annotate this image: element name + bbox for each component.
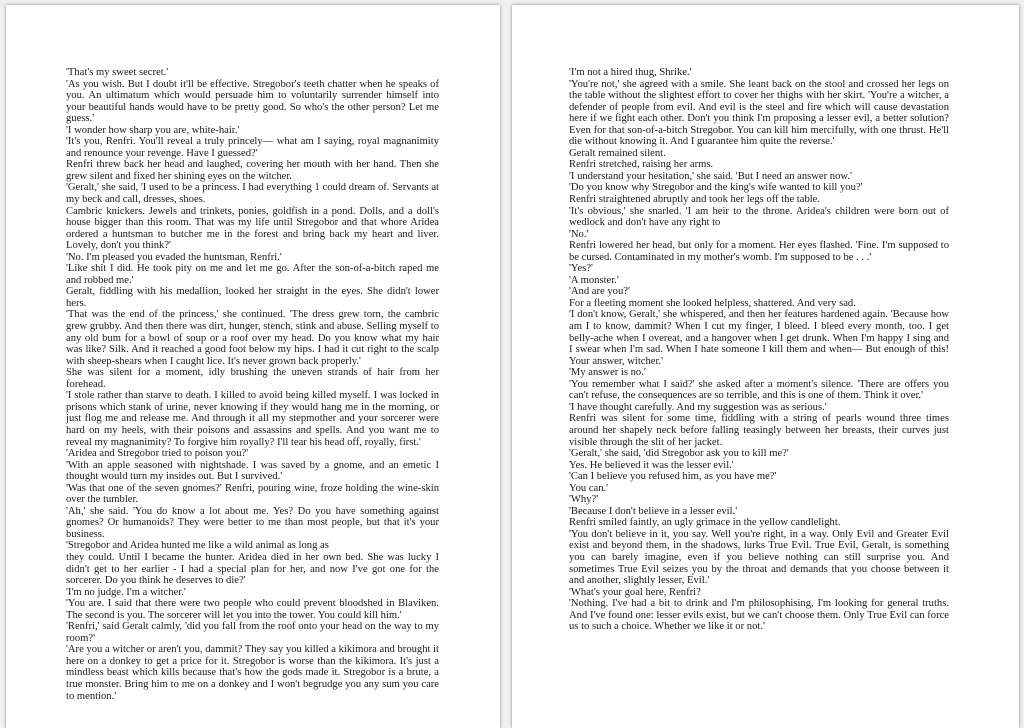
paragraph: 'I understand your hesitation,' she said. 'But I need an answer now.' [569,170,852,182]
paragraph: Cambric knickers. Jewels and trinkets, ponies, goldfish in a pond. Dolls, and a doll's house bigger than this room. That was my life until Stregobor and that whore Aridea ordered a huntsman to butcher me in the forest and bring back my heart and liver. Lovely, don't you think?' [66,205,439,252]
document-page-left [6,5,500,728]
paragraph: 'Can I believe you refused him, as you have me?' [569,471,777,483]
paragraph: 'Aridea and Stregobor tried to poison you?' [66,448,249,460]
document-page-right [512,5,1019,728]
paragraph: Renfri was silent for some time, fiddling with a string of pearls wound three times around her shapely neck before falling teasingly between her breasts, their curves just visible through the slit of her jacket. [569,413,949,448]
paragraph: 'You remember what I said?' she asked after a moment's silence. 'There are offers you can't refuse, the consequences are so terrible, and this is one of them. Think it over.' [569,378,949,402]
paragraph: 'I'm no judge. I'm a witcher.' [66,586,186,598]
paragraph: 'A monster.' [569,274,619,286]
paragraph: 'You're not,' she agreed with a smile. She leant back on the stool and crossed her legs on the table without the slightest effort to cover her thighs with her skirt. 'You're a witcher, a defender of people from evil. And evil is the steel and fire which will cause devastation here if we fight each other. Don't you think I'm proposing a lesser evil, a better solution? Even for that son-of-a-bitch Stregobor. You can kill him mercifully, with one thrust. He'll die without knowing it. And I guarantee him quite the reverse.' [569,78,949,148]
paragraph: Renfri stretched, raising her arms. [569,159,714,171]
paragraph: they could. Until I became the hunter. Aridea died in her own bed. She was lucky I didn't get to her earlier - I had a special plan for her, and now I've got one for the sorcerer. Do you think he deserves to die?' [66,551,439,587]
paragraph: Renfri threw back her head and laughed, covering her mouth with her hand. Then she grew silent and fixed her shining eyes on the witcher. [66,159,439,182]
paragraph: 'I'm not a hired thug, Shrike.' [569,67,692,78]
paragraph: 'Renfri,' said Geralt calmly, 'did you fall from the roof onto your head on the way to my room?' [66,621,439,644]
paragraph: 'No. I'm pleased you evaded the huntsman, Renfri.' [66,251,282,263]
paragraph: 'Geralt,' she said, 'I used to be a princess. I had everything 1 could dream of. Servants at my beck and call, dresses, shoes. [66,182,439,206]
page-text-left [66,67,439,702]
paragraph: 'I don't know, Geralt,' she whispered, and then her features hardened again. 'Because how am I to know, dammit? When I cut my finger, I bleed. I bleed every month, too. I get belly-ache when I overeat, and a hangover when I get drunk. When I'm happy I sing and I swear when I'm sad. When I hate someone I kill them and when— But enough of this! Your answer, witcher.' [569,309,949,367]
paragraph: 'It's obvious,' she snarled. 'I am heir to the throne. Aridea's children were born out of wedlock and don't have any right to [569,205,949,229]
paragraph: 'What's your goal here, Renfri? [569,586,701,598]
paragraph: 'It's you, Renfri. You'll reveal a truly princely— what am I saying, royal magnanimity and renounce your revenge. Have I guessed?' [66,136,439,159]
paragraph: 'That's my sweet secret.' [66,67,169,78]
paragraph: 'That was the end of the princess,' she continued. 'The dress grew torn, the cambric grew grubby. And then there was dirt, hunger, stench, stink and abuse. Selling myself to any old bum for a bowl of soup or a roof over my head. Do you know what my hair was like? Silk. And it reached a good foot below my hips. I had it cut right to the scalp with sheep-shears when I caught lice. It's never grown back properly.' [66,309,439,367]
page-text-right [569,67,949,633]
paragraph: 'Because I don't believe in a lesser evil.' [569,505,738,517]
paragraph: For a fleeting moment she looked helpless, shattered. And very sad. [569,297,856,309]
paragraph: 'Was that one of the seven gnomes?' Renfri, pouring wine, froze holding the wine-skin over the tumbler. [66,482,439,506]
paragraph: Geralt remained silent. [569,147,666,159]
paragraph: 'I stole rather than starve to death. I killed to avoid being killed myself. I was locked in prisons which stank of urine, never knowing if they would hang me in the morning, or just flog me and release me. And through it all my stepmother and your sorcerer were hard on my heels, with their poisons and assassins and spells. And you want me to reveal my magnanimity? To forgive him royally? I'll tear his head off, royally, first.' [66,390,439,448]
paragraph: 'You are. I said that there were two people who could prevent bloodshed in Blaviken. The second is you. The sorcerer will let you into the tower. You could kill him.' [66,598,439,621]
paragraph: 'No.' [569,228,589,240]
paragraph: Renfri lowered her head, but only for a moment. Her eyes flashed. 'Fine. I'm supposed to be cursed. Contaminated in my mother's womb. I'm supposed to be . . .' [569,240,949,263]
paragraph: 'My answer is no.' [569,367,646,379]
paragraph: 'Like shit I did. He took pity on me and let me go. After the son-of-a-bitch raped me and robbed me.' [66,263,439,286]
paragraph: 'Are you a witcher or aren't you, dammit? They say you killed a kikimora and brought it here on a donkey to get a price for it. Stregobor is worse than the kikimora. It's just a mindless beast which kills because that's how the gods made it. Stregobor is a brute, a true monster. Bring him to me on a donkey and I won't begrudge you any sum you care to mention.' [66,644,439,702]
paragraph: 'Do you know why Stregobor and the king's wife wanted to kill you?' [569,182,863,194]
paragraph: 'Stregobor and Aridea hunted me like a wild animal as long as [66,540,329,552]
paragraph: 'With an apple seasoned with nightshade. I was saved by a gnome, and an emetic I thought would turn my insides out. But I survived.' [66,459,439,483]
paragraph: 'I have thought carefully. And my suggestion was as serious.' [569,401,827,413]
paragraph: Renfri straightened abruptly and took her legs off the table. [569,194,821,206]
paragraph: She was silent for a moment, idly brushing the uneven strands of hair from her forehead. [66,367,439,390]
paragraph: 'Ah,' she said. 'You do know a lot about me. Yes? Do you have something against gnomes? Or humanoids? They were better to me than most people, but that it's your business. [66,505,439,540]
paragraph: 'Yes?' [569,263,593,275]
paragraph: 'You don't believe in it, you say. Well you're right, in a way. Only Evil and Greater Evil exist and beyond them, in the shadows, lurks True Evil. True Evil, Geralt, is something you can barely imagine, even if you believe nothing can still surprise you. And sometimes True Evil seizes you by the throat and demands that you choose between it and another, slightly lesser, Evil.' [569,528,949,587]
paragraph: Yes. He believed it was the lesser evil.' [569,459,734,471]
paragraph: 'And are you?' [569,286,630,298]
paragraph: Renfri smiled faintly, an ugly grimace in the yellow candlelight. [569,517,841,529]
paragraph: 'I wonder how sharp you are, white-hair.' [66,124,240,136]
paragraph: 'Geralt,' she said, 'did Stregobor ask you to kill me?' [569,448,789,460]
paragraph: 'Why?' [569,494,599,506]
paragraph: 'As you wish. But I doubt it'll be effective. Stregobor's teeth chatter when he speaks of you. An ultimatum which would persuade him to voluntarily surrender himself into your beautiful hands would have to be pretty good. So who's the other person? Let me guess.' [66,78,439,125]
paragraph: Geralt, fiddling with his medallion, looked her straight in the eyes. She didn't lower hers. [66,286,439,309]
paragraph: You can.' [569,482,609,494]
paragraph: 'Nothing. I've had a bit to drink and I'm philosophising, I'm looking for general truths. And I've found one: lesser evils exist, but we can't choose them. Only True Evil can force us to such a choice. Whether we like it or not.' [569,598,949,633]
